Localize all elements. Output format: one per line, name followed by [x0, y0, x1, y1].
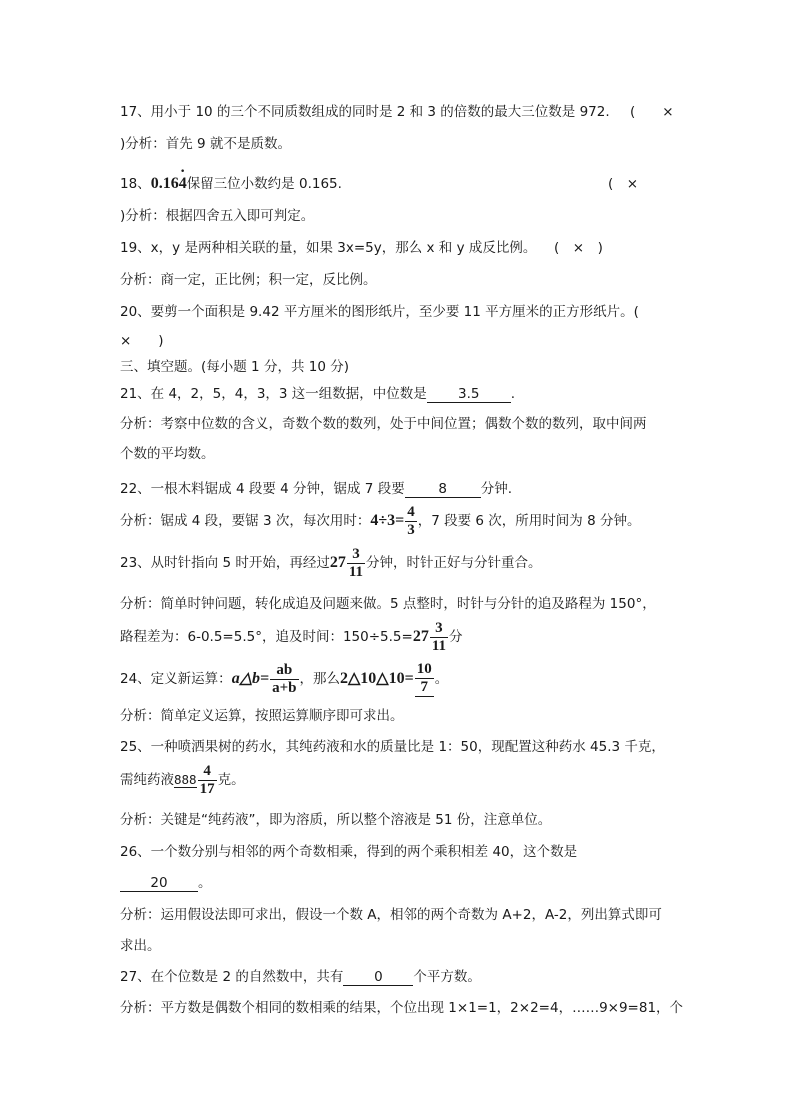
fraction-denominator: 7 [420, 679, 428, 695]
fraction-4-3 [405, 504, 417, 539]
question-21-analysis-line1: 分析：考察中位数的含义，奇数个数的数列，处于中间位置；偶数个数的数列，取中间两 [120, 416, 647, 432]
operation-expression: 2△10△10= [340, 670, 414, 687]
fraction-denominator: 11 [348, 563, 364, 580]
fraction-numerator: 4 [198, 763, 217, 781]
question-22 [120, 479, 512, 499]
question-25-text: 25、一种喷洒果树的药水，其纯药液和水的质量比是 1：50，现配置这种药水 45.3 千克， [120, 739, 665, 755]
question-20-text: 20、要剪一个面积是 9.42 平方厘米的图形纸片，至少要 11 平方厘米的正方形纸片。( [120, 304, 639, 320]
fraction-numerator: 3 [347, 546, 365, 564]
question-26-text: 26、一个数分别与相邻的两个奇数相乘，得到的两个乘积相差 40，这个数是 [120, 844, 578, 860]
question-22-analysis [120, 502, 640, 540]
question-24 [120, 659, 448, 699]
question-21-answer: 3.5 [427, 386, 511, 403]
question-25-analysis: 分析：关键是“纯药液”，即为溶质，所以整个溶液是 51 份，注意单位。 [120, 812, 552, 828]
question-21 [120, 384, 515, 404]
question-23-analysis-line1: 分析：简单时钟问题，转化成追及问题来做。5 点整时，时针与分针的追及路程为 150°， [120, 596, 656, 612]
question-25-answer-whole: 888 [174, 772, 197, 787]
fraction-3-11 [347, 546, 365, 581]
decimal-repeating-digit: 4 · [179, 174, 187, 194]
question-22-end: 分钟. [480, 481, 512, 497]
fraction-numerator: ab [270, 662, 298, 680]
question-20-answer-mark: × ) [120, 333, 164, 349]
fraction-4-17 [198, 763, 217, 798]
question-27-text: 27、在个位数是 2 的自然数中，共有 [120, 969, 344, 985]
question-21-end: . [510, 386, 516, 402]
question-23-analysis-line2 [120, 617, 463, 657]
fraction-numerator: 3 [430, 620, 448, 638]
question-21-text: 21、在 4，2，5，4，3，3 这一组数据，中位数是 [120, 386, 427, 402]
question-25-line2 [120, 760, 245, 800]
section-3-heading: 三、填空题。(每小题 1 分，共 10 分) [120, 359, 349, 375]
fraction-numerator: 4 [407, 503, 415, 520]
question-19-analysis: 分析：商一定，正比例；积一定，反比例。 [120, 272, 377, 288]
question-27 [120, 967, 481, 987]
question-25-line2-b: 克。 [217, 772, 245, 788]
question-24-analysis: 分析：简单定义运算，按照运算顺序即可求出。 [120, 708, 404, 724]
question-22-analysis-b: ，7 段要 6 次，所用时间为 8 分钟。 [417, 513, 641, 529]
question-18 [120, 174, 342, 194]
question-18-text: 保留三位小数约是 0.165. [186, 176, 342, 192]
fraction-3-11 [430, 620, 448, 655]
repeating-decimal [151, 175, 187, 192]
question-18-answer-mark: ( × [608, 176, 639, 192]
mixed-number-whole: 27 [412, 628, 429, 645]
question-18-analysis: )分析：根据四舍五入即可判定。 [120, 208, 315, 224]
fraction-numerator: 10 [416, 661, 432, 677]
question-27-answer: 0 [343, 969, 413, 986]
mixed-number-whole: 27 [329, 554, 346, 571]
operation-definition-lhs: a△b= [231, 670, 270, 687]
division-expression: 4÷3= [370, 512, 405, 529]
fraction-denominator: 11 [431, 637, 447, 654]
question-21-analysis-line2: 个数的平均数。 [120, 446, 215, 462]
fraction-denominator: a+b [272, 679, 297, 696]
question-24-text: 24、定义新运算： [120, 671, 232, 687]
question-22-analysis-a: 分析：锯成 4 段，要锯 3 次，每次用时： [120, 513, 371, 529]
question-18-prefix: 18、 [120, 176, 151, 192]
fraction-denominator: 3 [407, 521, 415, 538]
fraction-10-7 [415, 661, 434, 697]
question-26-answer: 20 [120, 875, 198, 892]
question-17-answer-mark: ( × [630, 104, 674, 120]
question-23 [120, 543, 542, 583]
question-22-answer: 8 [405, 481, 481, 498]
question-17 [120, 102, 610, 122]
question-27-end: 个平方数。 [413, 969, 481, 985]
decimal-main: 0.16 [150, 175, 179, 192]
question-25-line2-a: 需纯药液 [120, 772, 174, 788]
question-23-analysis-a: 路程差为：6-0.5=5.5°，追及时间：150÷5.5= [120, 629, 413, 645]
question-27-analysis: 分析：平方数是偶数个相同的数相乘的结果，个位出现 1×1=1，2×2=4，……9×9=81，个 [120, 1000, 684, 1016]
question-17-analysis: )分析：首先 9 就不是质数。 [120, 136, 291, 152]
question-19-text: 19、x，y 是两种相关联的量，如果 3x=5y，那么 x 和 y 成反比例。 [120, 240, 537, 256]
question-24-end: 。 [434, 671, 449, 687]
question-19-answer-mark: ( × ) [554, 240, 603, 256]
question-23-text: 23、从时针指向 5 时开始，再经过 [120, 555, 330, 571]
question-26-analysis-line1: 分析：运用假设法即可求出，假设一个数 A，相邻的两个奇数为 A+2，A-2，列出算式即可 [120, 907, 662, 923]
question-26-answer-line [120, 873, 212, 893]
fraction-denominator: 17 [199, 780, 215, 797]
question-23-analysis-b: 分 [449, 629, 463, 645]
question-22-text: 22、一根木料锯成 4 段要 4 分钟，锯成 7 段要 [120, 481, 405, 497]
fraction-ab-over-a-plus-b [270, 662, 298, 697]
question-17-text: 17、用小于 10 的三个不同质数组成的同时是 2 和 3 的倍数的最大三位数是 972. [120, 104, 610, 120]
question-26-end: 。 [198, 875, 212, 891]
question-26-analysis-line2: 求出。 [120, 938, 161, 954]
question-23-end: 分钟，时针正好与分针重合。 [366, 555, 542, 571]
question-24-mid: ，那么 [299, 671, 340, 687]
